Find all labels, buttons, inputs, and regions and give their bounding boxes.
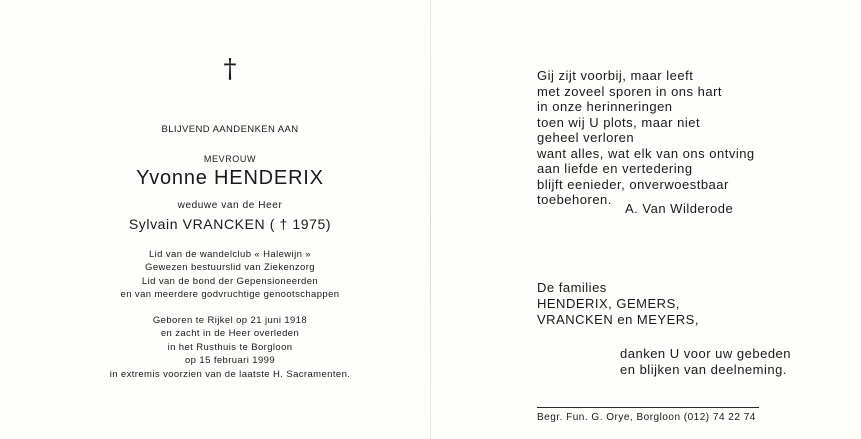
thanks-line: en blijken van deelneming. <box>620 362 787 377</box>
poem-line: blijft eenieder, onverwoestbaar <box>537 176 729 192</box>
life-data-block <box>80 314 380 381</box>
life-line: Geboren te Rijkel op 21 juni 1918 <box>152 315 308 326</box>
cross-icon: † <box>223 54 237 84</box>
card-fold <box>430 0 431 439</box>
poem-line: aan liefde en vertedering <box>537 161 693 176</box>
life-line: in het Rusthuis te Borgloon <box>167 341 293 353</box>
right-panel <box>537 0 837 439</box>
thanks-line: danken U voor uw gebeden <box>620 346 792 361</box>
footer-divider <box>537 407 759 408</box>
families-line: De families <box>537 280 607 295</box>
poem-line: in onze herinneringen <box>537 99 673 114</box>
funeral-home-footer: Begr. Fun. G. Orye, Borgloon (012) 74 22 74 <box>537 412 756 423</box>
intro-text: BLIJVEND AANDENKEN AAN <box>161 124 299 135</box>
poem-line: met zoveel sporen in ons hart <box>537 83 723 99</box>
poem-line: geheel verloren <box>537 130 635 145</box>
life-line: en zacht in de Heer overleden <box>160 328 300 340</box>
families-line: HENDERIX, GEMERS, <box>537 295 680 311</box>
poem-line: toen wij U plots, maar niet <box>537 114 701 130</box>
memberships-block <box>80 248 380 302</box>
membership-line: Lid van de wandelclub « Halewijn » <box>148 249 311 260</box>
deceased-name: Yvonne HENDERIX <box>136 167 324 189</box>
membership-line: Gewezen bestuurslid van Ziekenzorg <box>145 262 315 274</box>
poem-line: Gij zijt voorbij, maar leeft <box>537 68 694 83</box>
poem-line: toebehoren. <box>537 192 612 207</box>
life-line: op 15 februari 1999 <box>185 355 275 367</box>
poem-author: A. Van Wilderode <box>625 201 734 216</box>
poem <box>537 68 755 208</box>
spouse-name: Sylvain VRANCKEN ( † 1975) <box>128 216 332 232</box>
families-block <box>537 280 699 327</box>
families-line: VRANCKEN en MEYERS, <box>537 311 699 327</box>
membership-line: Lid van de bond der Gepensioneerden <box>141 275 319 287</box>
thanks-block <box>620 346 791 378</box>
title-text: MEVROUW <box>203 154 257 164</box>
poem-line: want alles, wat elk van ons ontving <box>537 145 755 161</box>
left-panel <box>80 0 380 439</box>
membership-line: en van meerdere godvruchtige genootschappen <box>120 289 340 301</box>
life-line: in extremis voorzien van de laatste H. Sacramenten. <box>109 368 351 380</box>
widow-of-text: weduwe van de Heer <box>177 200 283 211</box>
